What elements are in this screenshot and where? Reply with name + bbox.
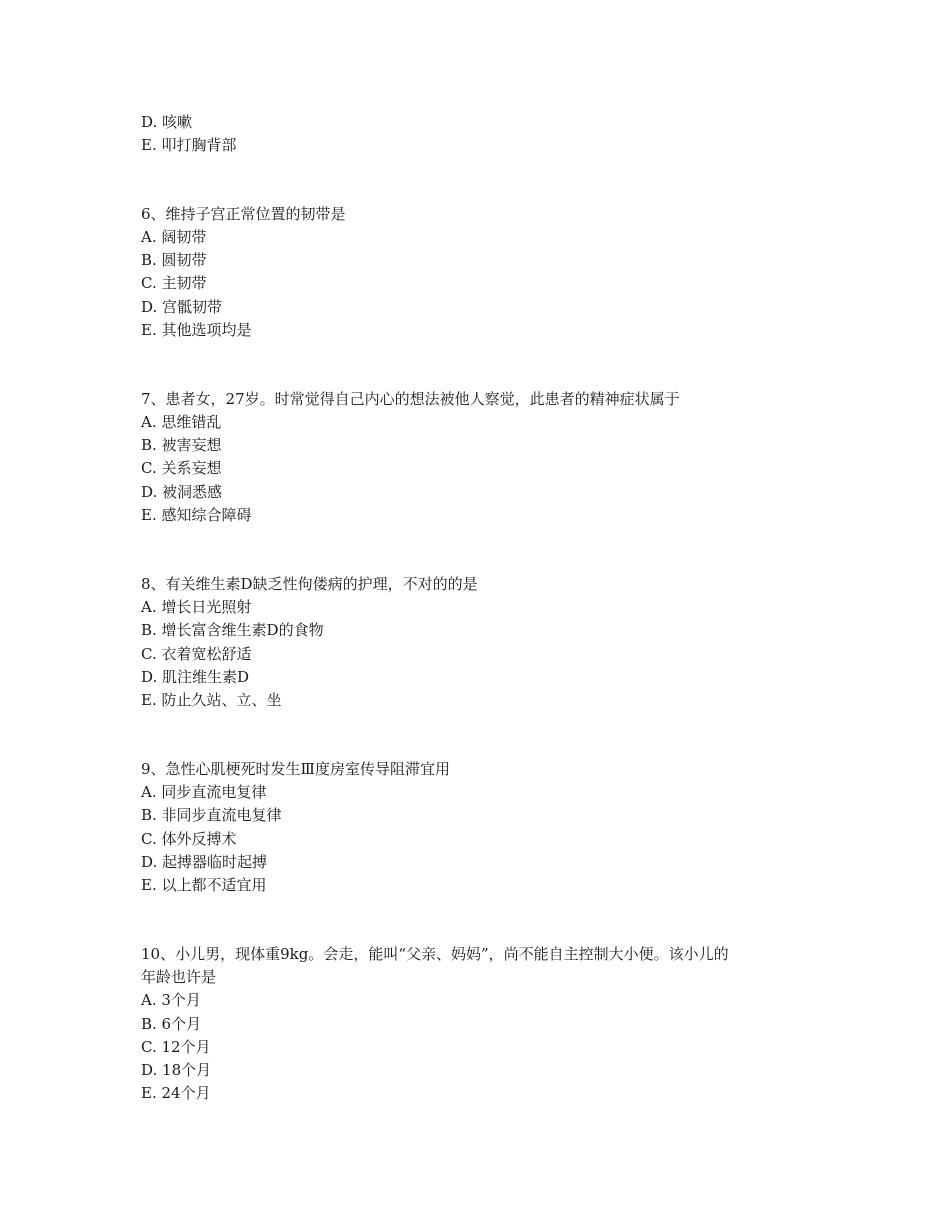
option-c: C. 体外反搏术: [141, 830, 237, 848]
option-e: E. 感知综合障碍: [141, 506, 252, 524]
option-e: E. 24个月: [141, 1084, 211, 1102]
option-c: C. 关系妄想: [141, 459, 222, 477]
question-stem: 8、有关维生素D缺乏性佝偻病的护理，不对的的是: [141, 575, 478, 593]
option-e: E. 以上都不适宜用: [141, 876, 267, 894]
option-b: B. 增长富含维生素D的食物: [141, 621, 324, 639]
option-b: B. 圆韧带: [141, 251, 207, 269]
option-e: E. 其他选项均是: [141, 321, 252, 339]
option-c: C. 12个月: [141, 1038, 211, 1056]
option-e: E. 防止久站、立、坐: [141, 691, 282, 709]
option-a: A. 3个月: [141, 991, 201, 1009]
option-e: E. 叩打胸背部: [141, 136, 237, 154]
option-a: A. 增长日光照射: [141, 598, 252, 616]
option-b: B. 被害妄想: [141, 436, 222, 454]
question-stem: 6、维持子宫正常位置的韧带是: [141, 205, 346, 223]
question-stem: 10、小儿男，现体重9kg。会走，能叫“父亲、妈妈”，尚不能自主控制大小便。该小儿的: [141, 945, 729, 963]
option-c: C. 衣着宽松舒适: [141, 645, 252, 663]
option-a: A. 思维错乱: [141, 413, 222, 431]
option-d: D. 被洞悉感: [141, 483, 223, 501]
option-c: C. 主韧带: [141, 274, 207, 292]
option-a: A. 阔韧带: [141, 228, 207, 246]
option-d: D. 宫骶韧带: [141, 298, 223, 316]
option-a: A. 同步直流电复律: [141, 783, 267, 801]
question-stem: 7、患者女，27岁。时常觉得自己内心的想法被他人察觉，此患者的精神症状属于: [141, 390, 680, 408]
option-d: D. 起搏器临时起搏: [141, 853, 268, 871]
option-b: B. 非同步直流电复律: [141, 806, 282, 824]
question-stem-continuation: 年龄也许是: [141, 968, 217, 986]
option-b: B. 6个月: [141, 1015, 202, 1033]
question-stem: 9、急性心肌梗死时发生Ⅲ度房室传导阻滞宜用: [141, 760, 451, 778]
option-d: D. 18个月: [141, 1061, 212, 1079]
option-d: D. 咳嗽: [141, 113, 193, 131]
option-d: D. 肌注维生素D: [141, 668, 250, 686]
